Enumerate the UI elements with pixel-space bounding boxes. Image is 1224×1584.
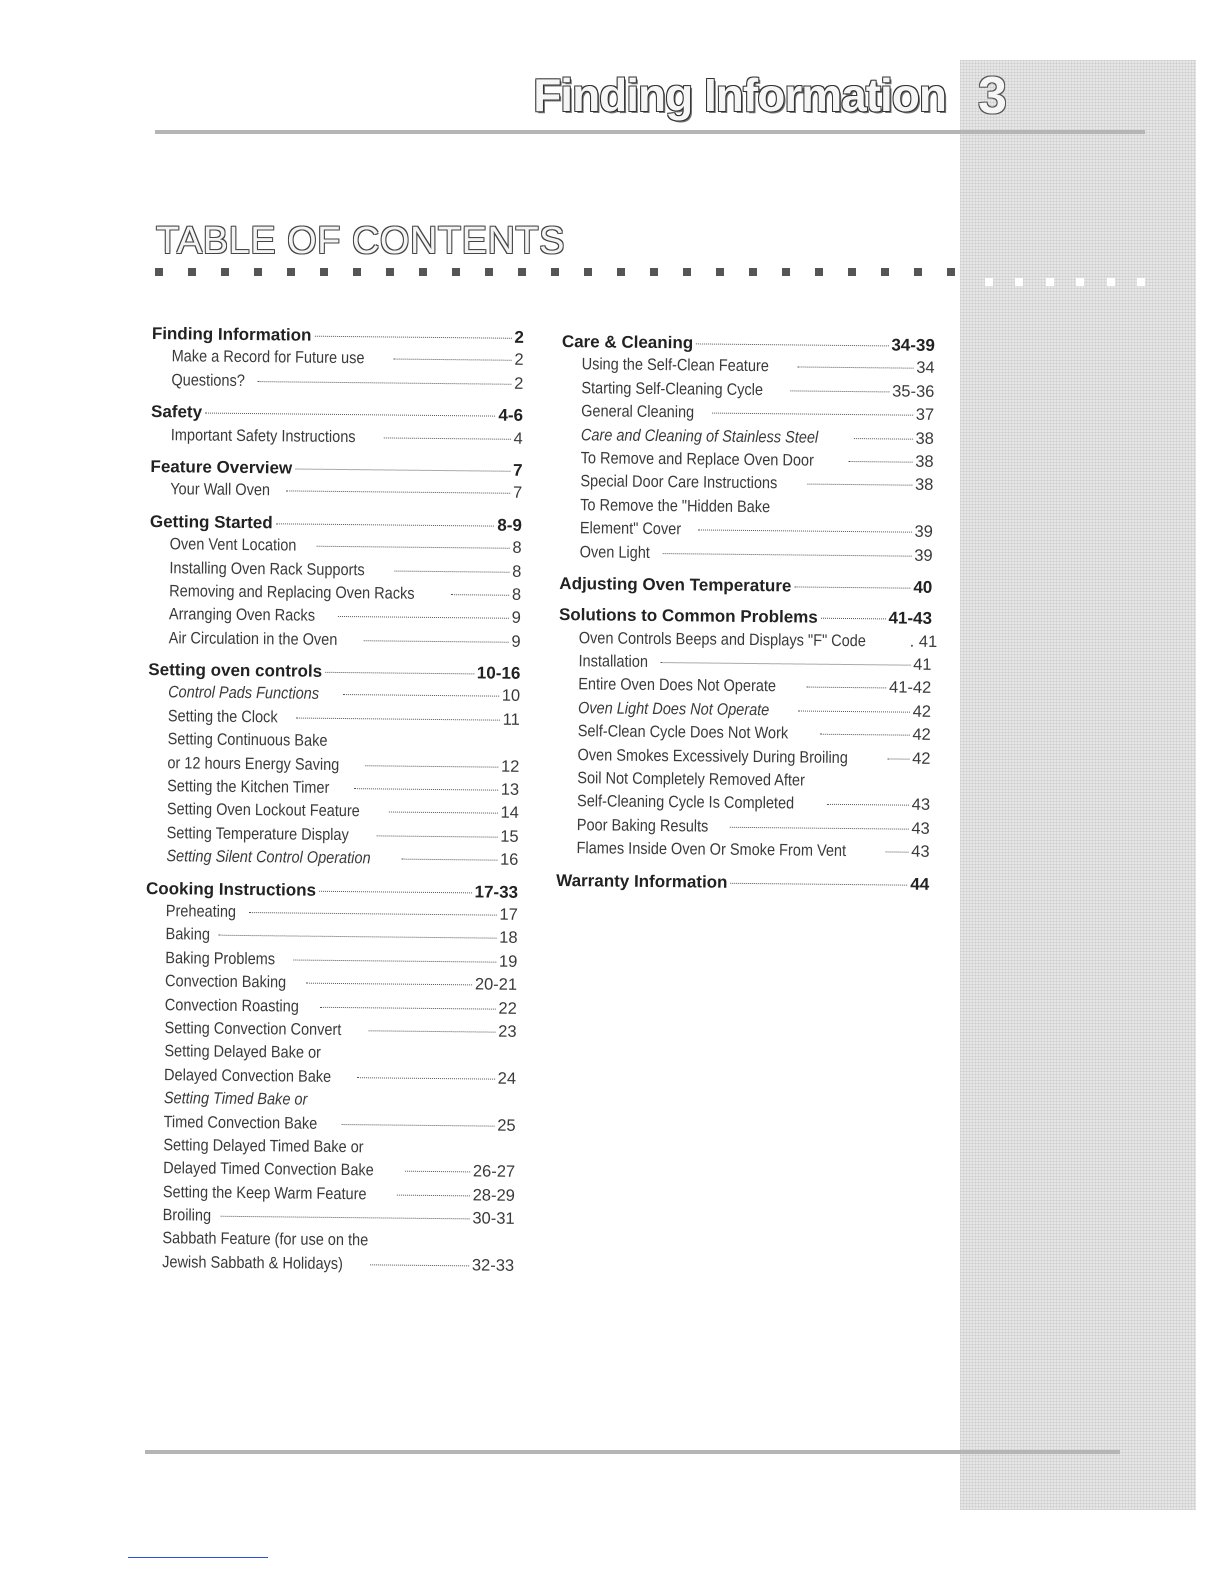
link-underline[interactable]: [128, 1557, 268, 1558]
toc-section-entry[interactable]: [559, 572, 932, 599]
footer-rule: [145, 1450, 1120, 1454]
toc-entry-label: Setting Timed Bake or: [163, 1089, 308, 1109]
toc-entry-label: Flames Inside Oven Or Smoke From Vent: [576, 839, 847, 861]
dot-leader: [341, 1124, 494, 1127]
toc-entry-label: Entire Oven Does Not Operate: [578, 675, 777, 696]
dot-leader: [886, 852, 908, 853]
dot-leader: [807, 484, 912, 486]
toc-entry-label: Self-Clean Cycle Does Not Work: [577, 722, 789, 743]
divider-dot: [551, 268, 559, 276]
toc-page-number: 15: [500, 827, 519, 846]
dot-leader: [325, 672, 474, 675]
toc-page-number: 32-33: [471, 1256, 515, 1275]
toc-section-title: Solutions to Common Problems: [558, 605, 818, 627]
dot-leader: [729, 827, 908, 830]
toc-page-number: 2: [514, 374, 524, 393]
toc-entry-label: Jewish Sabbath & Holidays): [162, 1253, 344, 1273]
dot-leader: [343, 694, 499, 697]
toc-page-number: 10: [501, 687, 521, 706]
dot-leader: [363, 640, 508, 643]
toc-section: [151, 400, 523, 451]
dot-leader: [389, 812, 497, 814]
dot-leader: [338, 616, 509, 619]
toc-subentry[interactable]: [560, 541, 933, 568]
dot-leader: [821, 618, 886, 620]
dot-leader: [320, 1006, 495, 1009]
divider-dot: [584, 268, 592, 276]
toc-subentry[interactable]: [146, 845, 518, 872]
toc-page-number: 13: [500, 780, 520, 799]
toc-page-number: 42: [912, 702, 932, 721]
toc-page-number: 8: [512, 538, 522, 558]
toc-entry-label: Oven Light Does Not Operate: [577, 699, 770, 720]
toc-entry-label: Setting Delayed Timed Bake or: [163, 1136, 364, 1157]
toc-page-number: 4: [513, 429, 523, 448]
toc-entry-label: Setting the Kitchen Timer: [167, 777, 330, 797]
divider-dot: [683, 268, 691, 276]
toc-section: [556, 869, 929, 896]
toc-page-number: 24: [497, 1069, 517, 1088]
toc-page-number: 7: [512, 460, 523, 480]
toc-entry-label: Setting Continuous Bake: [167, 730, 328, 751]
toc-section-title: Care & Cleaning: [561, 331, 694, 353]
toc-subentry[interactable]: [142, 1251, 514, 1278]
toc-page-number: 35-36: [892, 382, 935, 401]
toc-page-number: 23: [498, 1022, 517, 1041]
toc-entry-label: To Remove and Replace Oven Door: [580, 449, 814, 470]
toc-entry-label: Make a Record for Future use: [171, 347, 365, 368]
page-title: Finding Information: [533, 69, 946, 121]
header-rule: [155, 130, 1145, 134]
toc-entry-label: or 12 hours Energy Saving: [167, 753, 340, 774]
toc-page-number: 34: [916, 359, 935, 378]
toc-page-number: 30-31: [472, 1209, 515, 1228]
toc-page-number: 41: [918, 632, 938, 651]
dot-leader: [660, 662, 910, 666]
divider-dot: [1076, 278, 1084, 286]
dot-leader: [394, 570, 509, 572]
divider-dot: [617, 268, 625, 276]
toc-entry-label: Control Pads Functions: [168, 683, 320, 704]
toc-section-title: Warranty Information: [556, 870, 728, 892]
dot-leader: [205, 413, 495, 417]
divider-dot: [1046, 278, 1054, 286]
toc-entry-label: Sabbath Feature (for use on the: [162, 1229, 369, 1250]
dot-leader: [296, 717, 500, 720]
dot-leader: [377, 835, 498, 837]
toc-entry-label: To Remove the "Hidden Bake: [580, 495, 771, 516]
toc-page-number: 2: [514, 327, 524, 347]
toc-page-number: 43: [911, 796, 931, 815]
dot-leader: [249, 912, 497, 916]
toc-entry-label: Setting Silent Control Operation: [166, 847, 371, 868]
dot-leader: [397, 1194, 469, 1196]
toc-page-number: 42: [912, 725, 931, 745]
divider-dot: [188, 268, 196, 276]
divider-dot: [518, 268, 526, 276]
toc-page-number: 19: [498, 952, 518, 971]
toc-page-number: 12: [500, 757, 520, 776]
toc-page-number: 11: [502, 710, 520, 729]
toc-entry-label: Poor Baking Results: [576, 815, 709, 836]
divider-dot: [287, 268, 295, 276]
dot-leader: [371, 1264, 469, 1266]
toc-page-number: 41-42: [888, 678, 932, 698]
divider-dot: [881, 268, 889, 276]
toc-page-number: 14: [500, 804, 519, 823]
divider-dot: [749, 268, 757, 276]
toc-entry-label: Delayed Timed Convection Bake: [163, 1159, 374, 1180]
divider-dot: [716, 268, 724, 276]
toc-subentry[interactable]: [556, 837, 929, 864]
dot-leader: [696, 343, 888, 346]
toc-entry-label: Timed Convection Bake: [163, 1112, 318, 1133]
toc-page-number: 43: [911, 819, 930, 838]
toc-entry-label: General Cleaning: [581, 402, 695, 422]
toc-page-number: 38: [915, 429, 934, 448]
divider-dot: [1137, 278, 1145, 286]
toc-entry-label: Oven Light: [579, 542, 651, 562]
tab-dot-divider: [985, 278, 1145, 288]
toc-page-number: 41: [913, 655, 932, 674]
toc-page-number: 28-29: [472, 1186, 515, 1205]
toc-entry-label: Baking Problems: [165, 948, 276, 969]
toc-entry-label: Using the Self-Clean Feature: [581, 355, 769, 376]
toc-entry-label: Oven Vent Location: [169, 535, 297, 555]
toc-page-number: 37: [915, 405, 935, 425]
dot-leader: [258, 381, 511, 385]
toc-entry-label: Removing and Replacing Oven Racks: [169, 582, 415, 603]
toc-page-number: 4-6: [498, 405, 524, 426]
dot-leader: [287, 491, 510, 494]
dot-leader: [854, 438, 913, 440]
toc-page-number: 18: [499, 929, 518, 948]
toc-section-title: Adjusting Oven Temperature: [559, 573, 792, 596]
toc-page-number: 40: [913, 577, 933, 597]
dot-leader: [820, 734, 910, 736]
toc-page-number: 43: [911, 842, 930, 862]
toc-entry-label: Convection Roasting: [164, 995, 299, 1016]
dot-leader: [219, 935, 496, 939]
toc-section-title: Feature Overview: [150, 456, 293, 478]
dot-leader: [451, 594, 509, 596]
dot-leader: [319, 890, 472, 893]
heading-dot-divider: [155, 268, 955, 280]
toc-page-number: 39: [914, 522, 933, 542]
divider-dot: [386, 268, 394, 276]
page-number: 3: [978, 67, 1007, 125]
toc-heading: TABLE OF CONTENTS: [156, 220, 565, 262]
toc-page-number: 9: [511, 632, 521, 651]
toc-page-number: 7: [512, 484, 523, 503]
divider-dot: [419, 268, 427, 276]
toc-page-number: 38: [915, 452, 934, 471]
toc-page-number: 39: [914, 546, 933, 565]
toc-section-title: Cooking Instructions: [145, 878, 317, 900]
toc-section: [149, 510, 522, 654]
toc-section: [142, 877, 518, 1279]
divider-dot: [485, 268, 493, 276]
toc-subentry[interactable]: [149, 627, 521, 654]
toc-entry-label: Self-Cleaning Cycle Is Completed: [576, 792, 795, 813]
toc-entry-label: Setting Temperature Display: [166, 823, 349, 844]
dot-leader: [806, 687, 886, 689]
divider-dot: [947, 268, 955, 276]
divider-dot: [782, 268, 790, 276]
toc-page-number: 2: [514, 351, 524, 370]
dot-leader: [888, 758, 909, 759]
toc-page-number: 26-27: [472, 1162, 516, 1182]
divider-dot: [1107, 278, 1115, 286]
dot-leader: [791, 390, 889, 392]
dot-leader: [357, 1077, 495, 1079]
toc-entry-label: Setting Convection Convert: [164, 1019, 342, 1039]
dot-leader: [794, 586, 910, 588]
dot-leader: [366, 765, 498, 767]
toc-page-number: 34-39: [891, 335, 935, 355]
toc-entry-label: Care and Cleaning of Stainless Steel: [580, 425, 819, 447]
divider-dot: [320, 268, 328, 276]
toc-subentry[interactable]: [150, 478, 522, 505]
dot-leader: [306, 983, 472, 986]
toc-entry-label: Starting Self-Cleaning Cycle: [581, 378, 764, 399]
divider-dot: [155, 268, 163, 276]
toc-column-right: [556, 330, 938, 904]
toc-entry-label: Element" Cover: [579, 519, 682, 539]
dot-leader: [698, 530, 912, 533]
toc-section-title: Safety: [150, 402, 203, 422]
toc-entry-label: Setting the Clock: [167, 707, 278, 727]
toc-page-number: 16: [499, 850, 519, 870]
toc-entry-label: Preheating: [165, 902, 237, 921]
toc-entry-label: Air Circulation in the Oven: [168, 628, 338, 649]
divider-dot: [353, 268, 361, 276]
toc-page-number: 42: [912, 749, 931, 768]
dot-leader: [394, 359, 512, 361]
toc-page-number: 25: [497, 1116, 516, 1135]
toc-page-number: 8: [512, 562, 522, 581]
toc-column-left: [142, 322, 524, 1286]
dot-leader: [797, 367, 913, 369]
toc-entry-label: Setting the Keep Warm Feature: [162, 1182, 367, 1203]
divider-dot: [221, 268, 229, 276]
toc-entry-label: Baking: [165, 925, 211, 945]
toc-page-number: 9: [511, 609, 522, 628]
toc-page-number: 41-43: [888, 608, 933, 629]
toc-page-number: 38: [914, 476, 934, 495]
dot-leader: [368, 1030, 495, 1032]
toc-entry-label: Your Wall Oven: [170, 480, 271, 500]
dot-leader: [798, 710, 909, 712]
toc-section-title: Getting Started: [149, 511, 273, 533]
toc-entry-label: Oven Controls Beeps and Displays "F" Code: [578, 628, 866, 650]
divider-dot: [848, 268, 856, 276]
toc-section: [560, 330, 935, 568]
toc-entry-label: Installing Oven Rack Supports: [169, 558, 365, 579]
toc-page-number: 8: [511, 585, 522, 604]
dot-leader: [849, 461, 913, 463]
toc-page-separator: .: [904, 632, 919, 651]
toc-page-number: 8-9: [497, 515, 522, 535]
dot-leader: [384, 437, 511, 439]
dot-leader: [314, 336, 511, 339]
dot-leader: [354, 788, 497, 791]
toc-page-number: 17: [499, 905, 518, 924]
dot-leader: [827, 804, 909, 806]
toc-page-number: 44: [910, 874, 930, 894]
divider-dot: [1015, 278, 1023, 286]
divider-dot: [985, 278, 993, 286]
toc-page-number: 10-16: [476, 663, 521, 683]
dot-leader: [662, 553, 911, 557]
toc-section: [146, 658, 520, 872]
toc-page-number: 22: [498, 999, 517, 1018]
toc-entry-label: Important Safety Instructions: [170, 425, 356, 446]
toc-section: [559, 572, 932, 599]
toc-section-entry[interactable]: [556, 869, 929, 896]
divider-dot: [650, 268, 658, 276]
toc-entry-label: Convection Baking: [165, 972, 287, 992]
toc-entry-label: Broiling: [162, 1206, 212, 1225]
dot-leader: [221, 1216, 470, 1220]
toc-section-title: Setting oven controls: [148, 660, 323, 681]
dot-leader: [401, 859, 497, 861]
toc-page-number: 20-21: [474, 975, 518, 995]
dot-leader: [293, 959, 496, 962]
toc-entry-label: Arranging Oven Racks: [168, 605, 316, 626]
toc-entry-label: Soil Not Completely Removed After: [577, 769, 805, 790]
toc-entry-label: Questions?: [171, 370, 245, 390]
toc-section: [151, 322, 524, 396]
divider-dot: [254, 268, 262, 276]
dot-leader: [295, 468, 510, 471]
toc-entry-label: Special Door Care Instructions: [580, 472, 778, 493]
dot-leader: [406, 1171, 470, 1173]
toc-entry-label: Oven Smokes Excessively During Broiling: [577, 745, 848, 767]
toc-section: [150, 455, 522, 506]
toc-subentry[interactable]: [151, 369, 523, 396]
dot-leader: [713, 413, 913, 416]
toc-entry-label: Delayed Convection Bake: [164, 1065, 332, 1086]
divider-dot: [815, 268, 823, 276]
divider-dot: [914, 268, 922, 276]
dot-leader: [730, 882, 907, 885]
toc-subentry[interactable]: [151, 424, 523, 451]
toc-entry-label: Setting Delayed Bake or: [164, 1042, 322, 1063]
toc-entry-label: Setting Oven Lockout Feature: [166, 800, 360, 821]
divider-dot: [452, 268, 460, 276]
toc-section: [556, 603, 938, 864]
toc-entry-label: Installation: [578, 652, 649, 671]
dot-leader: [276, 523, 495, 526]
toc-section-title: Finding Information: [151, 323, 312, 345]
dot-leader: [317, 546, 510, 549]
toc-page-number: 17-33: [474, 882, 519, 902]
